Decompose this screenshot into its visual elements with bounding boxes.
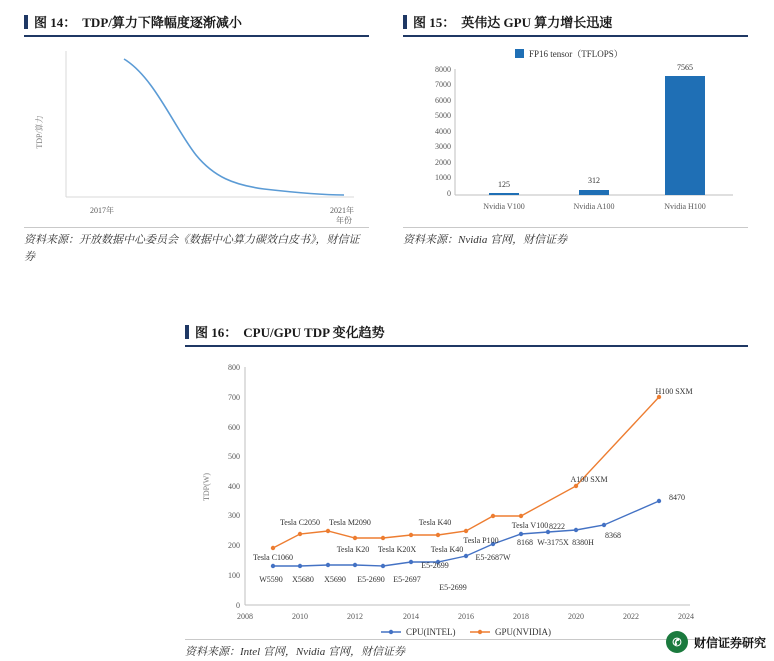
svg-text:2010: 2010 [292,612,308,621]
title-marker-icon [185,325,189,339]
svg-text:Tesla V100: Tesla V100 [511,521,549,530]
svg-text:8368: 8368 [605,531,621,540]
fig15-xtick-h100: Nvidia H100 [664,202,706,211]
fig15-label-a100: 312 [588,176,600,185]
svg-text:300: 300 [228,511,240,520]
figure-14-chart [24,37,369,227]
watermark [666,631,766,653]
figure-14-source: 资料来源：开放数据中心委员会《数据中心算力碳效白皮书》，财信证券 [24,227,369,265]
svg-text:1000: 1000 [435,173,451,182]
fig15-bar-h100 [665,76,705,195]
svg-text:A100 SXM: A100 SXM [570,475,608,484]
svg-text:500: 500 [228,452,240,461]
figure-16-svg [185,347,748,639]
figure-14-title [24,12,369,37]
svg-text:W5590: W5590 [259,575,283,584]
figure-16-panel [185,322,748,661]
svg-text:H100 SXM: H100 SXM [655,387,693,396]
title-marker-icon [403,15,407,29]
figure-15-number: 图 15： [413,15,456,30]
svg-text:X5680: X5680 [292,575,314,584]
svg-text:0: 0 [236,601,240,610]
fig14-line-series [124,59,344,195]
fig16-annotation-8222: 8222 [549,522,565,531]
svg-text:3000: 3000 [435,142,451,151]
svg-text:2018: 2018 [513,612,529,621]
svg-text:0: 0 [447,189,451,198]
fig15-label-h100: 7565 [677,63,693,72]
fig15-bar-a100 [579,190,609,195]
fig14-xtick-2017: 2017年 [90,206,114,215]
fig16-legend-cpu: CPU(INTEL) [406,627,456,637]
figure-15-heading: 英伟达 GPU 算力增长迅速 [461,15,613,30]
figure-14-svg [24,37,369,227]
figure-15-svg [403,37,748,227]
fig14-xtick-2021: 2021年 [330,206,354,215]
svg-text:E5-2699: E5-2699 [439,583,467,592]
svg-text:E5-2699: E5-2699 [421,561,449,570]
svg-text:5000: 5000 [435,111,451,120]
figure-15-panel [403,12,748,249]
svg-text:700: 700 [228,393,240,402]
figure-16-number: 图 16： [195,325,238,340]
svg-text:Tesla M2090: Tesla M2090 [329,518,371,527]
figure-16-source: 资料来源：Intel 官网，Nvidia 官网，财信证券 [185,639,748,661]
figure-14-number: 图 14： [34,15,77,30]
svg-text:7000: 7000 [435,80,451,89]
figure-16-heading: CPU/GPU TDP 变化趋势 [243,325,385,340]
svg-text:Tesla K20: Tesla K20 [336,545,370,554]
svg-text:8168: 8168 [517,538,533,547]
fig16-legend-gpu: GPU(NVIDIA) [495,627,551,637]
svg-text:Tesla K20X: Tesla K20X [377,545,417,554]
svg-text:Tesla K40: Tesla K40 [418,518,452,527]
fig16-x-ticks [237,612,694,621]
svg-text:E5-2697: E5-2697 [393,575,421,584]
svg-text:2012: 2012 [347,612,363,621]
svg-text:400: 400 [228,482,240,491]
svg-text:2016: 2016 [458,612,474,621]
fig15-y-ticks [435,65,451,198]
wechat-icon: ✆ [666,631,688,653]
fig16-cpu-markers [271,499,661,568]
figure-16-title [185,322,748,347]
figure-16-chart [185,347,748,639]
fig15-label-v100: 125 [498,180,510,189]
figure-15-chart [403,37,748,227]
svg-text:2020: 2020 [568,612,584,621]
watermark-label: 财信证券研究 [693,635,766,650]
fig16-gpu-point-labels [253,387,693,562]
svg-text:E5-2690: E5-2690 [357,575,385,584]
svg-text:200: 200 [228,541,240,550]
fig15-xtick-v100: Nvidia V100 [483,202,525,211]
svg-text:8380H: 8380H [572,538,594,547]
svg-text:6000: 6000 [435,96,451,105]
svg-text:Tesla K40: Tesla K40 [430,545,464,554]
fig15-legend-swatch [515,49,524,58]
svg-text:W-3175X: W-3175X [537,538,569,547]
fig15-bar-v100 [489,193,519,195]
figure-14-panel [24,12,369,265]
fig15-xtick-a100: Nvidia A100 [573,202,615,211]
fig14-x-axis-label: 年份 [336,216,352,225]
svg-text:Tesla P100: Tesla P100 [463,536,499,545]
svg-text:Tesla C1060: Tesla C1060 [252,553,294,562]
fig14-y-axis-label: TDP/算力 [35,115,44,149]
fig16-y-ticks [228,363,240,610]
svg-text:Tesla C2050: Tesla C2050 [279,518,321,527]
svg-text:800: 800 [228,363,240,372]
svg-text:100: 100 [228,571,240,580]
figure-15-source: 资料来源：Nvidia 官网，财信证券 [403,227,748,249]
fig15-legend-label: FP16 tensor（TFLOPS） [529,49,623,59]
svg-text:X5690: X5690 [324,575,346,584]
figure-14-heading: TDP/算力下降幅度逐渐减小 [82,15,242,30]
svg-text:2000: 2000 [435,158,451,167]
svg-text:2008: 2008 [237,612,253,621]
svg-text:2024: 2024 [678,612,694,621]
svg-text:4000: 4000 [435,127,451,136]
fig16-y-axis-label: TDP(W) [202,473,211,501]
svg-text:2022: 2022 [623,612,639,621]
title-marker-icon [24,15,28,29]
fig16-legend [381,627,551,637]
svg-text:E5-2687W: E5-2687W [475,553,511,562]
figure-15-title [403,12,748,37]
svg-text:600: 600 [228,423,240,432]
svg-text:8000: 8000 [435,65,451,74]
svg-text:8470: 8470 [669,493,685,502]
svg-text:2014: 2014 [403,612,419,621]
